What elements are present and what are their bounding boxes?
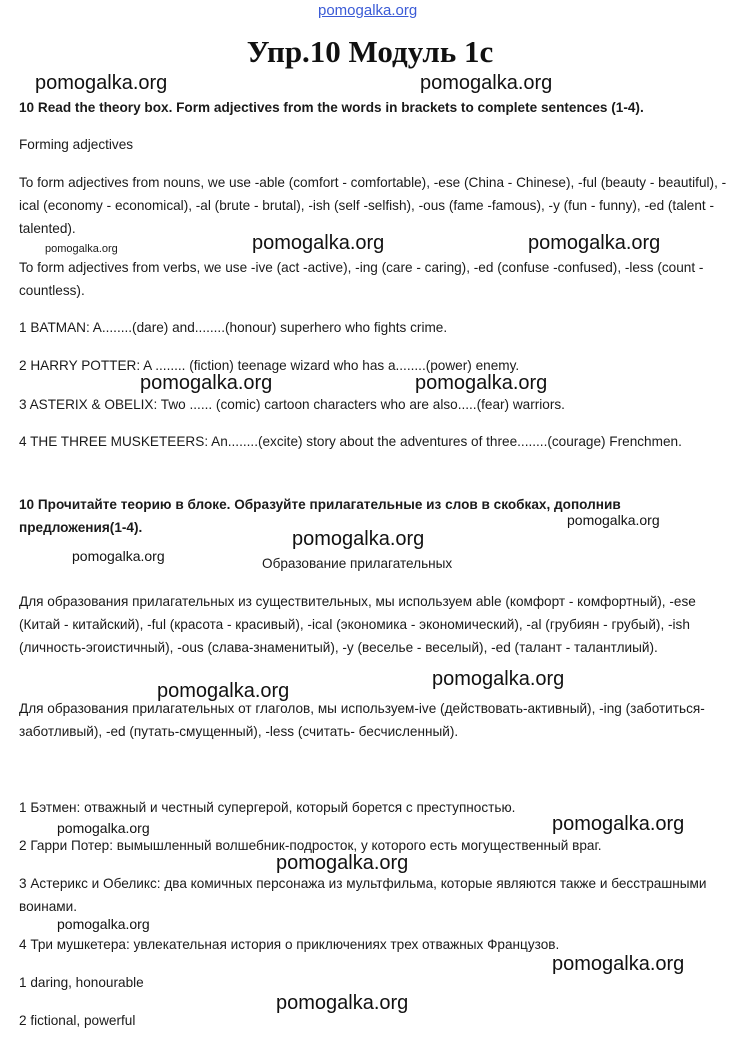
russian-sentence-2: 2 Гарри Потер: вымышленный волшебник-подросток, у которого есть могущественный враг. [19, 838, 602, 853]
english-sentence-3: 3 ASTERIX & OBELIX: Two ...... (comic) cartoon characters who are also.....(fear) warriors. [19, 397, 565, 412]
watermark: pomogalka.org [552, 813, 685, 835]
watermark: pomogalka.org [415, 372, 548, 394]
watermark: pomogalka.org [35, 72, 168, 94]
english-box-title: Forming adjectives [19, 137, 134, 152]
watermark: pomogalka.org [252, 232, 385, 254]
english-nouns-rule: To form adjectives from nouns, we use -able (comfort - comfortable), -ese (China - Chinese), -ful (beauty - beautiful), -ical (economy - economical), -al (brute - brutal), -ish (self -selfish), -ous (fame -famous), -y (fun - funny), -ed (talent - talented). [19, 175, 727, 236]
russian-sentence-1: 1 Бэтмен: отважный и честный супергерой, который борется с преступностью. [19, 800, 516, 815]
english-sentence-4: 4 THE THREE MUSKETEERS: An........(excite) story about the adventures of three........(courage) Frenchmen. [19, 434, 682, 449]
russian-sentence-3: 3 Астерикс и Обеликс: два комичных персонажа из мультфильма, которые являются также и бесстрашными воинами. [19, 876, 707, 914]
watermark: pomogalka.org [420, 72, 553, 94]
watermark: pomogalka.org [528, 232, 661, 254]
answer-1: 1 daring, honourable [19, 975, 144, 990]
watermark: pomogalka.org [57, 916, 150, 932]
russian-box-title: Образование прилагательных [262, 556, 453, 571]
watermark: pomogalka.org [140, 372, 273, 394]
watermark: pomogalka.org [72, 548, 165, 564]
english-sentence-2: 2 HARRY POTTER: A ........ (fiction) teenage wizard who has a........(power) enemy. [19, 358, 520, 373]
russian-verbs-rule: Для образования прилагательных от глаголов, мы используем-ive (действовать-активный), -ing (заботиться- заботливый), -ed (путать-смущенный), -less (считать- бесчисленный). [19, 701, 705, 739]
watermark: pomogalka.org [552, 953, 685, 975]
watermark: pomogalka.org [567, 512, 660, 528]
english-heading: 10 Read the theory box. Form adjectives from the words in brackets to complete sentences (1-4). [19, 100, 644, 115]
watermark: pomogalka.org [432, 668, 565, 690]
site-link[interactable]: pomogalka.org [318, 2, 418, 19]
watermark: pomogalka.org [45, 243, 118, 255]
watermark: pomogalka.org [292, 528, 425, 550]
russian-sentence-4: 4 Три мушкетера: увлекательная история о приключениях трех отважных Французов. [19, 937, 560, 952]
watermark: pomogalka.org [276, 992, 409, 1014]
russian-nouns-rule: Для образования прилагательных из существительных, мы используем able (комфорт - комфортный), -ese (Китай - китайский), -ful (красота - красивый), -ical (экономика - экономический), -al (грубиян - грубый), -ish (личность-эгоистичный), -ous (слава-знаменитый), -y (веселье - веселый), -ed (талант - талантлиый). [19, 594, 696, 655]
watermark: pomogalka.org [276, 852, 409, 874]
english-verbs-rule: To form adjectives from verbs, we use -ive (act -active), -ing (care - caring), -ed (confuse -confused), -less (count - countless). [19, 260, 704, 298]
russian-heading: 10 Прочитайте теорию в блоке. Образуйте прилагательные из слов в скобках, дополнив предложения(1-4). [19, 497, 621, 535]
answer-2: 2 fictional, powerful [19, 1013, 136, 1028]
english-sentence-1: 1 BATMAN: A........(dare) and........(honour) superhero who fights crime. [19, 320, 448, 335]
watermark: pomogalka.org [57, 820, 150, 836]
page-title: Упр.10 Модуль 1с [246, 34, 494, 69]
watermark: pomogalka.org [157, 680, 290, 702]
